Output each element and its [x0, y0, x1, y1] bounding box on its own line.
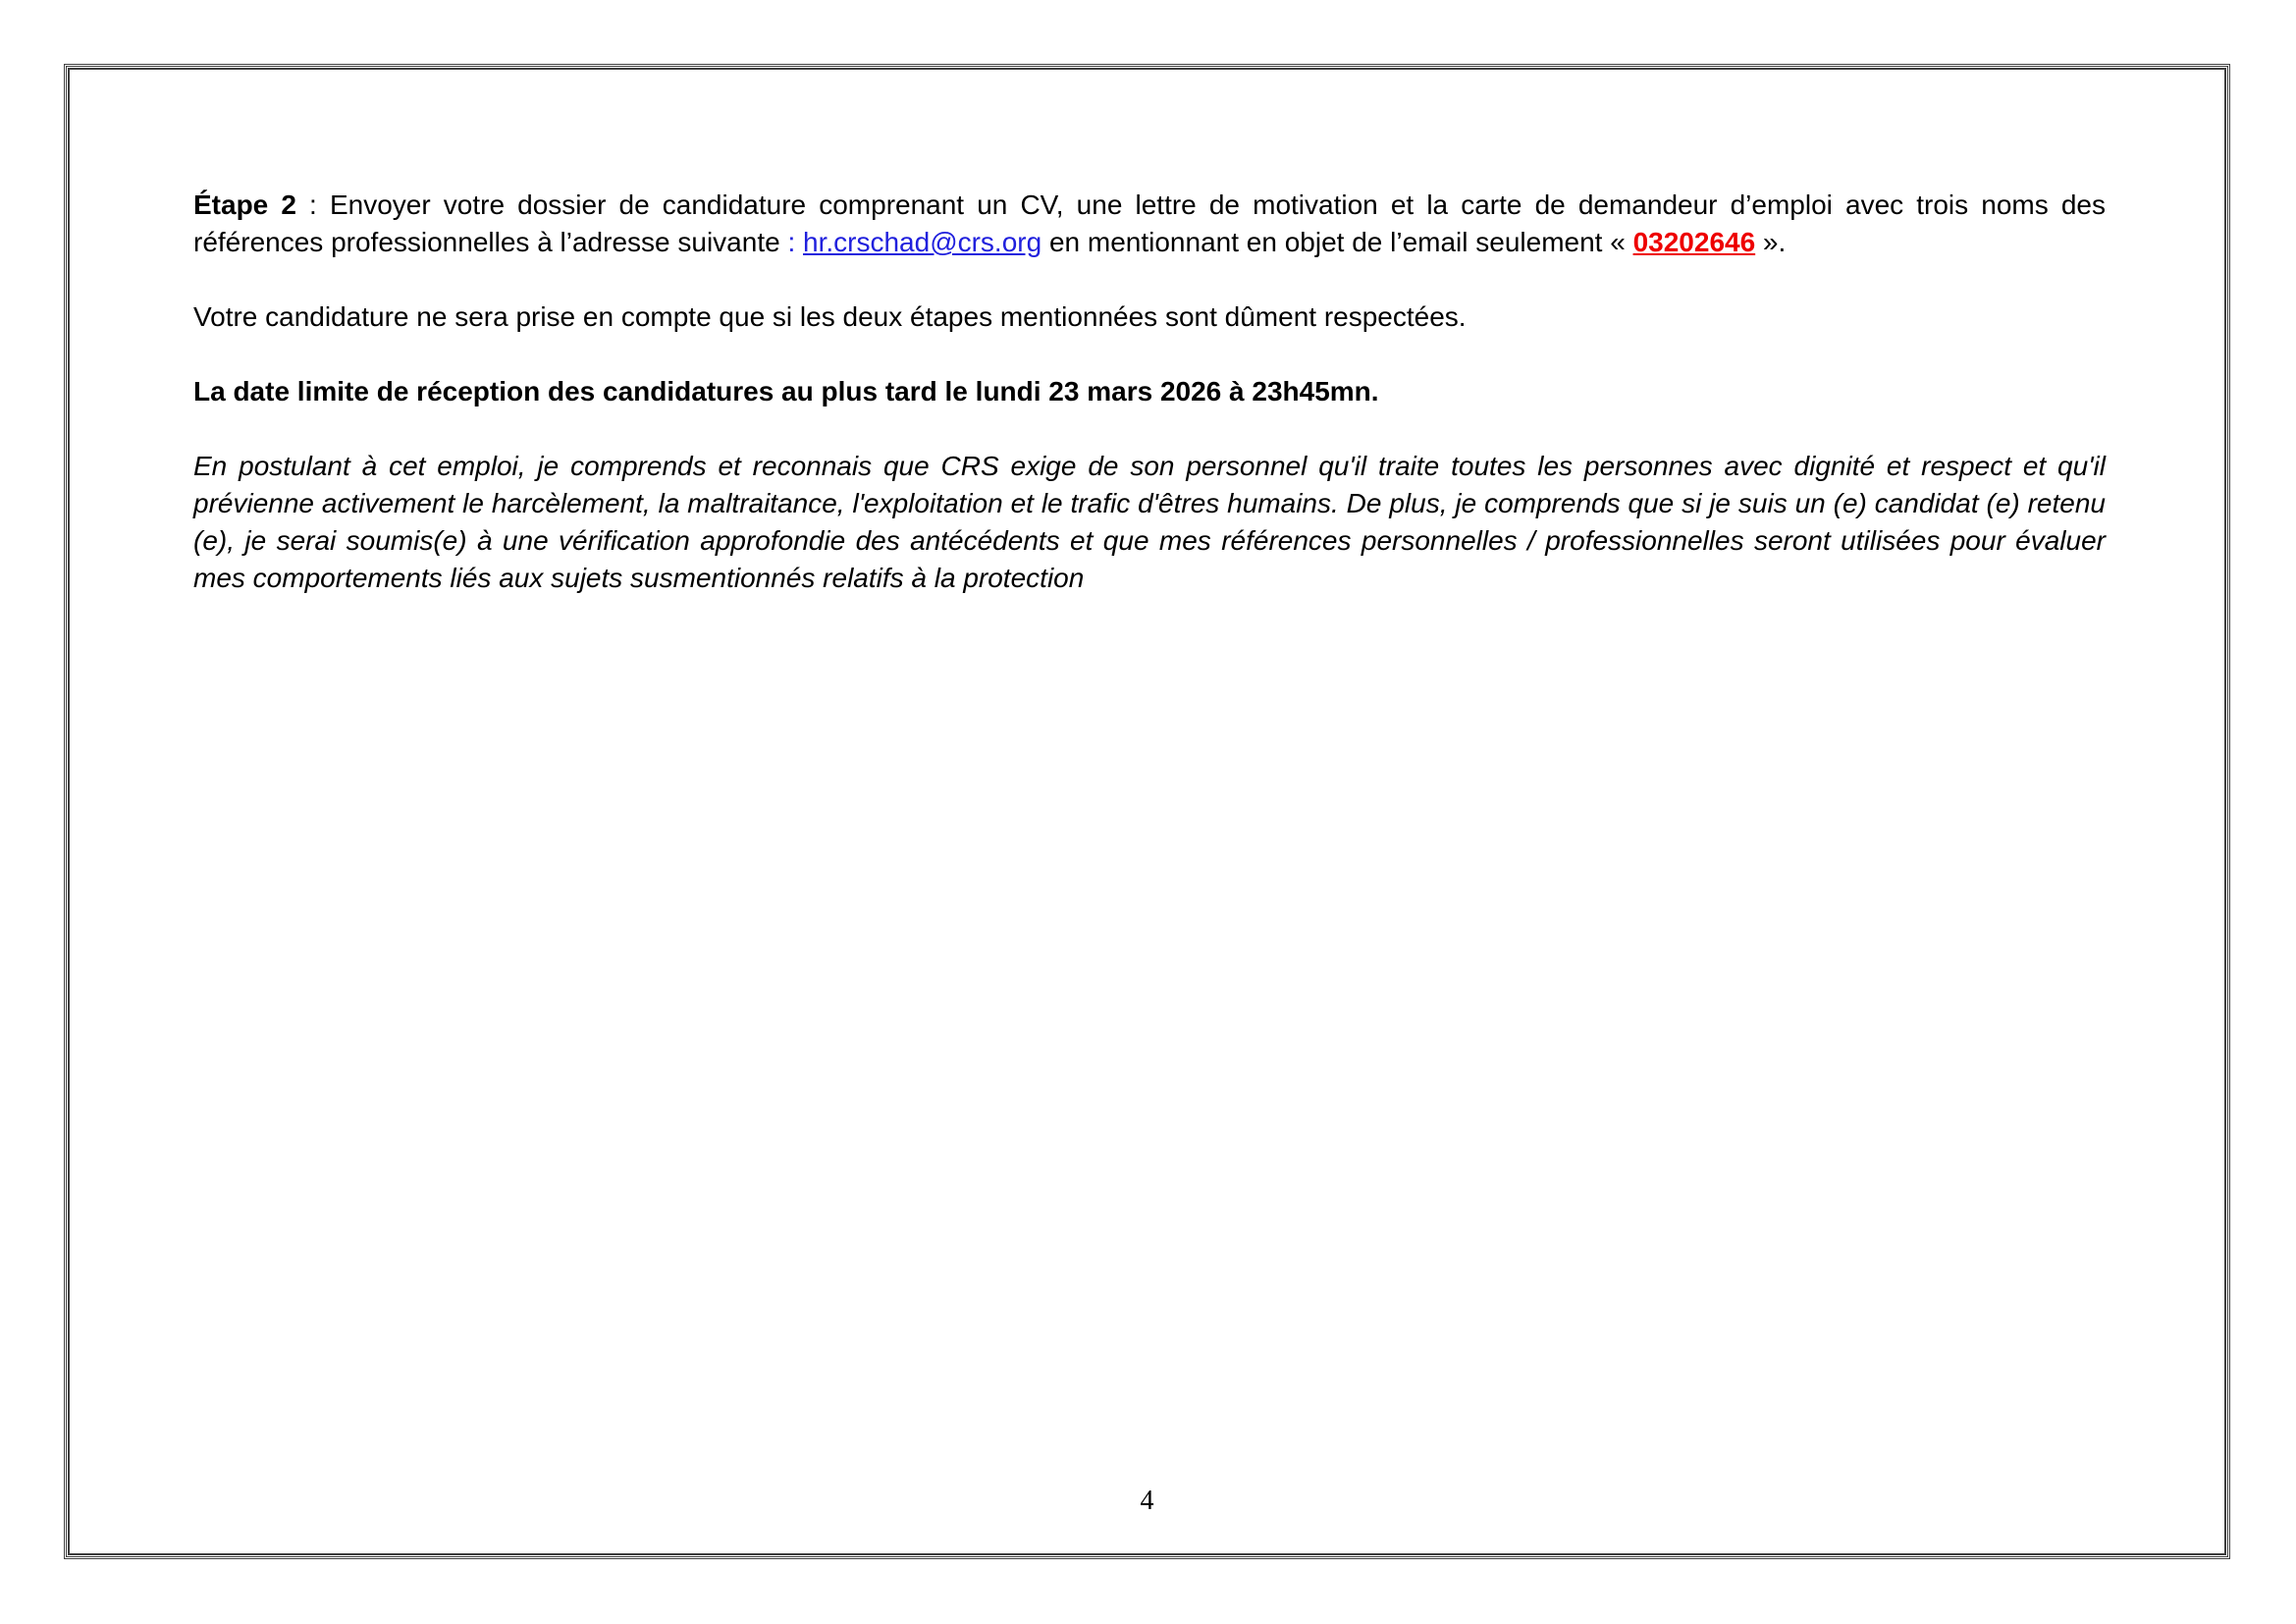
- step2-body: Envoyer votre dossier de candidature comprenant un CV, une lettre de motivation et la carte de demandeur d’emploi avec trois noms des références professionnelles à l’adresse suivante: [193, 189, 2106, 257]
- paragraph-step2: [193, 187, 2106, 261]
- step2-after-email: en mentionnant en objet de l’email seulement «: [1041, 227, 1633, 257]
- email-colon: :: [787, 227, 804, 257]
- paragraph-note: Votre candidature ne sera prise en compte que si les deux étapes mentionnées sont dûment respectées.: [193, 301, 1467, 332]
- job-code: 03202646: [1632, 227, 1756, 257]
- paragraph-deadline: La date limite de réception des candidatures au plus tard le lundi 23 mars 2026 à 23h45mn.: [193, 376, 1379, 406]
- email-link[interactable]: hr.crschad@crs.org: [803, 227, 1042, 257]
- page-number: 4: [1140, 1486, 1154, 1516]
- page-border-middle: [66, 66, 2228, 1557]
- page-border: [64, 64, 2230, 1559]
- step2-separator: :: [295, 189, 330, 220]
- page-border-inner: [68, 68, 2226, 1555]
- step2-label: Étape 2: [193, 189, 296, 220]
- step2-closing: ».: [1755, 227, 1787, 257]
- paragraph-safeguarding: En postulant à cet emploi, je comprends et reconnais que CRS exige de son personnel qu'il traite toutes les personnes avec dignité et respect et qu'il prévienne activement le harcèlement, la maltraitance, l'exploitation et le trafic d'êtres humains. De plus, je comprends que si je suis un (e) candidat (e) retenu (e), je serai soumis(e) à une vérification approfondie des antécédents et que mes références personnelles / professionnelles seront utilisées pour évaluer mes comportements liés aux sujets susmentionnés relatifs à la protection: [193, 451, 2106, 593]
- page-content: [193, 187, 2106, 634]
